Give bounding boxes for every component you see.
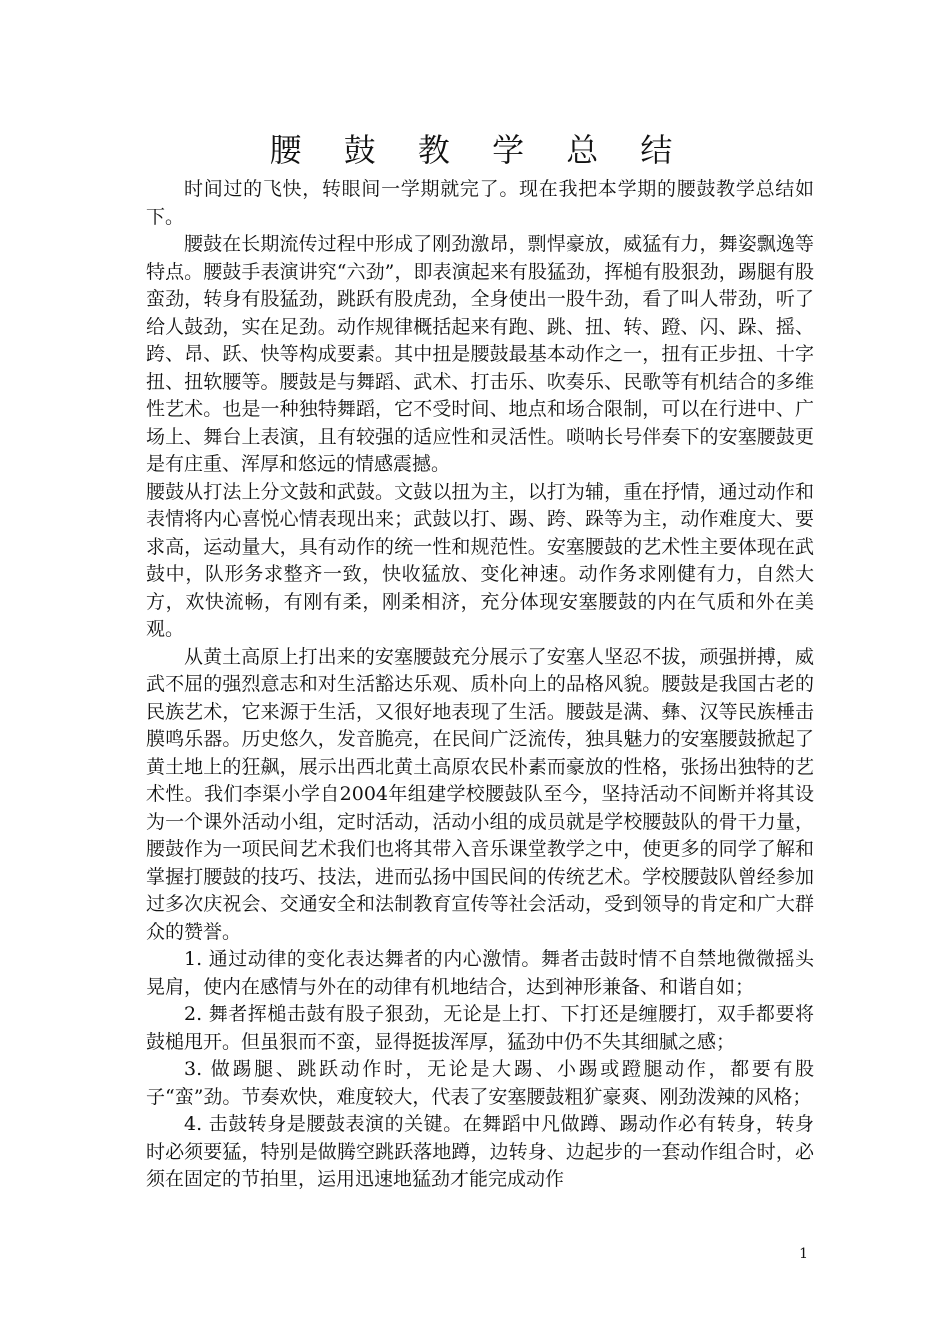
paragraph-characteristics: 腰鼓在长期流传过程中形成了刚劲激昂，剽悍豪放，威猛有力，舞姿飘逸等特点。腰鼓手表演讲究“六劲”，即表演起来有股猛劲，挥槌有股狠劲，踢腿有股蛮劲，转身有股猛劲，跳跃有股虎劲，全身使出一股牛劲，看了叫人带劲，听了给人鼓劲，实在足劲。动作规律概括起来有跑、跳、扭、转、蹬、闪、跺、摇、跨、昂、跃、快等构成要素。其中扭是腰鼓最基本动作之一，扭有正步扭、十字扭、扭软腰等。腰鼓是与舞蹈、武术、打击乐、吹奏乐、民歌等有机结合的多维性艺术。也是一种独特舞蹈，它不受时间、地点和场合限制，可以在行进中、广场上、舞台上表演，且有较强的适应性和灵活性。唢呐长号伴奏下的安塞腰鼓更是有庄重、浑厚和悠远的情感震撼。 [146, 233, 814, 475]
page-number: 1 [799, 1246, 808, 1262]
paragraph-point-3: 3. 做踢腿、跳跃动作时，无论是大踢、小踢或蹬腿动作，都要有股子“蛮”劲。节奏欢快，难度较大，代表了安塞腰鼓粗犷豪爽、刚劲泼辣的风格； [146, 1058, 814, 1108]
document-title: 腰 鼓 教 学 总 结 [269, 131, 689, 169]
paragraph-intro: 时间过的飞快，转眼间一学期就完了。现在我把本学期的腰鼓教学总结如下。 [146, 178, 814, 228]
paragraph-point-2: 2. 舞者挥槌击鼓有股子狠劲，无论是上打、下打还是缠腰打，双手都要将鼓槌甩开。但虽狠而不蛮，显得挺拔浑厚，猛劲中仍不失其细腻之感； [146, 1003, 814, 1053]
paragraph-history: 从黄土高原上打出来的安塞腰鼓充分展示了安塞人坚忍不拔，顽强拼搏，威武不屈的强烈意志和对生活豁达乐观、质朴向上的品格风貌。腰鼓是我国古老的民族艺术，它来源于生活，又很好地表现了生活。腰鼓是满、彝、汉等民族棰击膜鸣乐器。历史悠久，发音脆亮，在民间广泛流传，独具魅力的安塞腰鼓掀起了黄土地上的狂飙，展示出西北黄土高原农民朴素而豪放的性格，张扬出独特的艺术性。我们李渠小学自2004年组建学校腰鼓队至今，坚持活动不间断并将其设为一个课外活动小组，定时活动，活动小组的成员就是学校腰鼓队的骨干力量，腰鼓作为一项民间艺术我们也将其带入音乐课堂教学之中，使更多的同学了解和掌握打腰鼓的技巧、技法，进而弘扬中国民间的传统艺术。学校腰鼓队曾经参加过多次庆祝会、交通安全和法制教育宣传等社会活动，受到领导的肯定和广大群众的赞誉。 [146, 645, 814, 943]
paragraph-styles: 腰鼓从打法上分文鼓和武鼓。文鼓以扭为主，以打为辅，重在抒情，通过动作和表情将内心喜悦心情表现出来；武鼓以打、踢、跨、跺等为主，动作难度大、要求高，运动量大，具有动作的统一性和规范性。安塞腰鼓的艺术性主要体现在武鼓中，队形务求整齐一致，快收猛放、变化神速。动作务求刚健有力，自然大方，欢快流畅，有刚有柔，刚柔相济，充分体现安塞腰鼓的内在气质和外在美观。 [146, 480, 814, 640]
paragraph-point-4: 4. 击鼓转身是腰鼓表演的关键。在舞蹈中凡做蹲、踢动作必有转身，转身时必须要猛，特别是做腾空跳跃落地蹲，边转身、边起步的一套动作组合时，必须在固定的节拍里，运用迅速地猛劲才能完成动作 [146, 1113, 814, 1190]
paragraph-point-1: 1. 通过动律的变化表达舞者的内心激情。舞者击鼓时情不自禁地微微摇头晃肩，使内在感情与外在的动律有机地结合，达到神形兼备、和谐自如； [146, 948, 814, 998]
document-body [146, 176, 814, 1194]
